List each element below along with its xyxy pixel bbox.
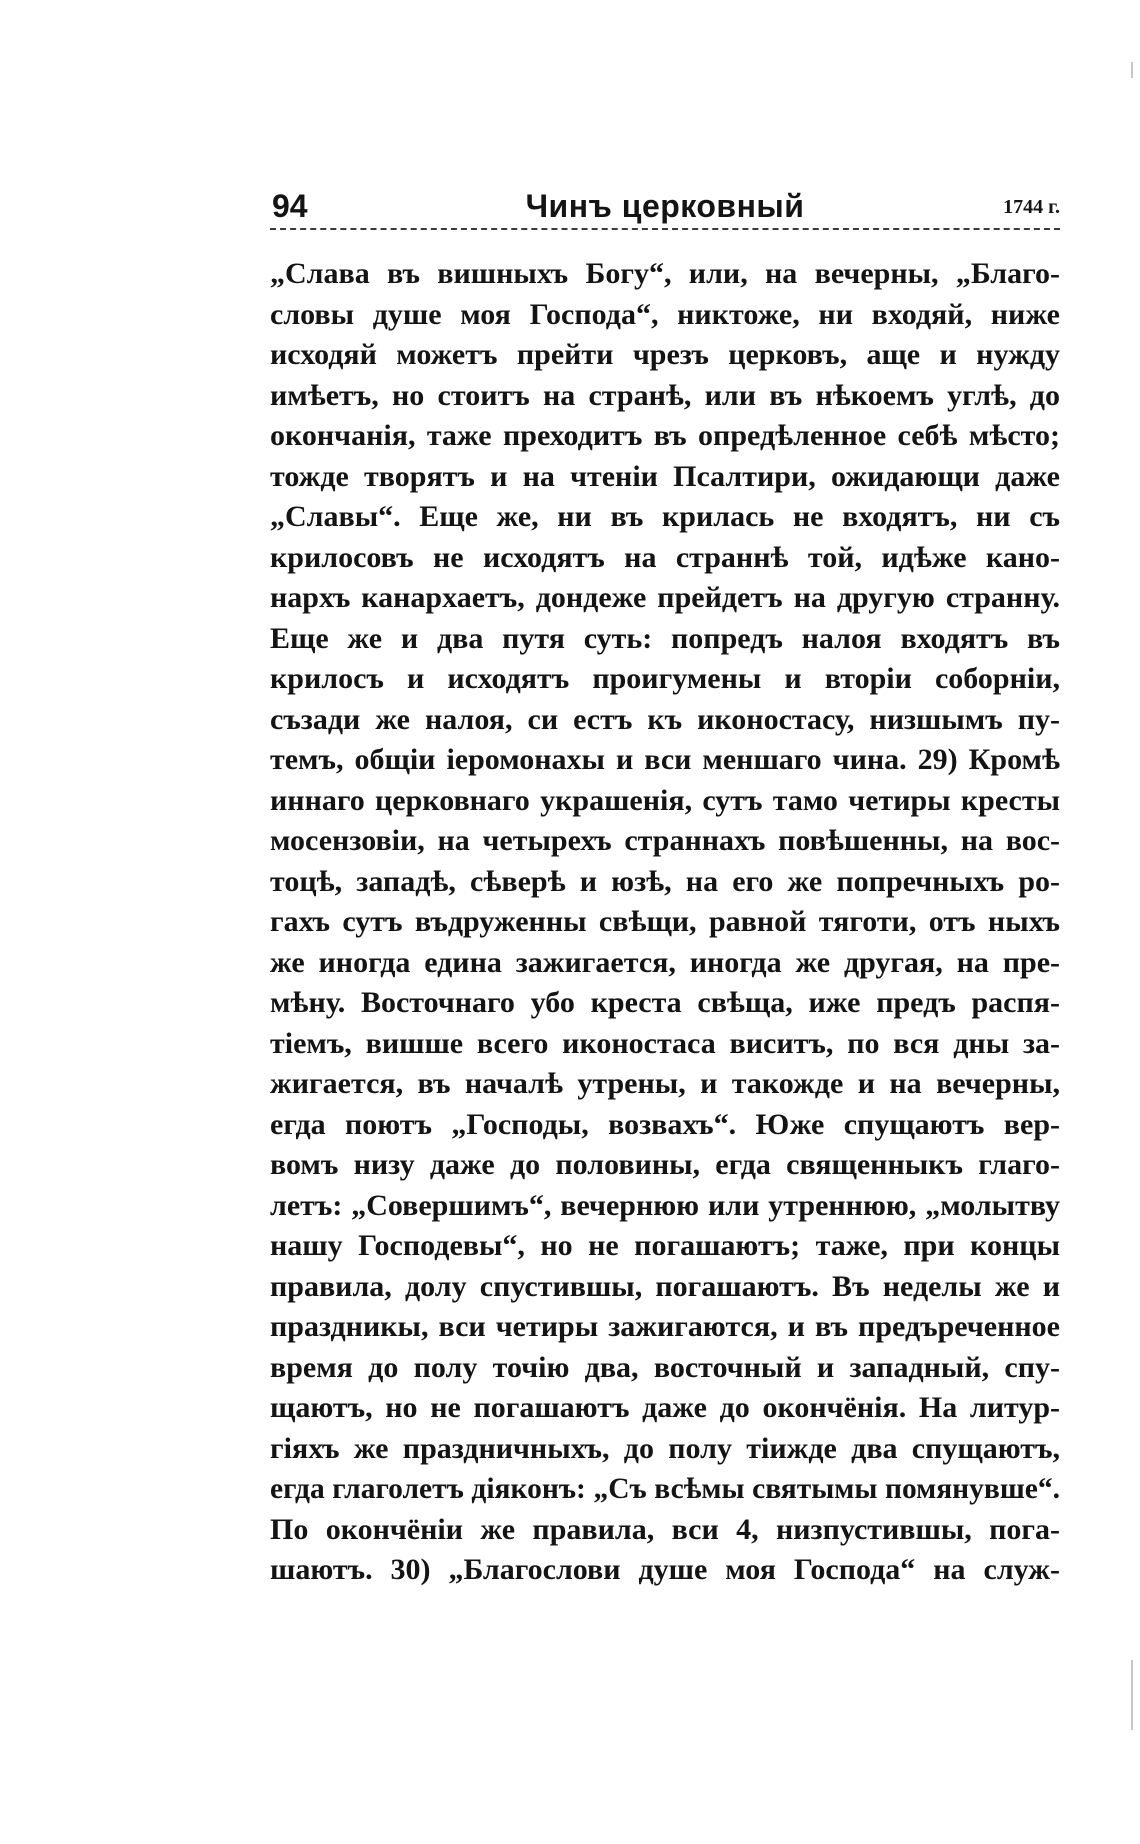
text-line: нашу Господевы“, но не погашаютъ; таже, при концы [270, 1229, 1060, 1262]
year-label: 1744 г. [1003, 196, 1060, 218]
text-line: летъ: „Совершимъ“, вечернюю или утреннюю, „молытву [270, 1188, 1060, 1222]
text-line: праздникы, вси четиры зажигаются, и въ предъреченное [270, 1310, 1060, 1343]
scan-edge-mark [1131, 1660, 1133, 1730]
text-line: время до полу точію два, восточный и западный, спу- [270, 1350, 1060, 1384]
text-line: вомъ низу даже до половины, егда священныкъ глаго- [270, 1148, 1060, 1181]
page-number: 94 [272, 188, 308, 224]
text-line: егда поютъ „Господы, возвахъ“. Юже спущаютъ вер- [270, 1107, 1060, 1141]
text-line: словы душе моя Господа“, никтоже, ни входяй, ниже [270, 297, 1060, 331]
text-line: мосензовіи, на четырехъ страннахъ повѣшенны, на вос- [270, 824, 1060, 857]
body-text [270, 254, 1060, 1591]
text-line: гахъ сутъ въдруженны свѣщи, равной тяготи, отъ ныхъ [270, 905, 1060, 938]
page-header [270, 186, 1060, 232]
text-line: темъ, общіи іеромонахы и вси меншаго чина. 29) Кромѣ [270, 743, 1060, 776]
text-line: тоцѣ, западѣ, сѣверѣ и юзѣ, на его же попречныхъ ро- [270, 864, 1060, 898]
text-line: окончанія, таже преходитъ въ опредѣленное себѣ мѣсто; [270, 419, 1060, 452]
text-line: „Слава въ вишныхъ Богу“, или, на вечерны, „Благо- [270, 257, 1060, 290]
text-line: щаютъ, но не погашаютъ даже до окончёнія. На литур- [270, 1391, 1060, 1424]
text-line: По окончёніи же правила, вси 4, низпустившы, пога- [270, 1512, 1060, 1546]
text-line: крилосовъ не исходятъ на страннѣ той, идѣже кано- [270, 540, 1060, 574]
text-line: крилосъ и исходятъ проигумены и вторіи соборніи, [270, 662, 1060, 695]
text-line: шаютъ. 30) „Благослови душе моя Господа“ на служ- [270, 1553, 1060, 1586]
text-line: гіяхъ же праздничныхъ, до полу тіижде два спущаютъ, [270, 1431, 1060, 1465]
text-line: мѣну. Восточнаго убо креста свѣща, иже предъ распя- [270, 986, 1060, 1019]
text-line: исходяй можетъ прейти чрезъ церковъ, аще и нужду [270, 338, 1060, 371]
text-line: правила, долу спустившы, погашаютъ. Въ неделы же и [270, 1269, 1060, 1303]
header-rule [270, 228, 1060, 230]
text-line: съзади же налоя, си естъ къ иконостасу, низшымъ пу- [270, 702, 1060, 736]
text-line: тіемъ, вишше всего иконостаса виситъ, по вся дны за- [270, 1026, 1060, 1060]
text-line: жигается, въ началѣ утрены, и такожде и на вечерны, [270, 1067, 1060, 1100]
text-line: „Славы“. Еще же, ни въ крилась не входятъ, ни съ [270, 500, 1060, 533]
text-line: тожде творятъ и на чтеніи Псалтири, ожидающи даже [270, 459, 1060, 493]
text-line: егда глаголетъ діяконъ: „Съ всѣмы святымы помянувше“. [270, 1473, 1060, 1505]
text-line: Еще же и два путя суть: попредъ налоя входятъ въ [270, 621, 1060, 655]
text-line: же иногда едина зажигается, иногда же другая, на пре- [270, 945, 1060, 979]
text-line: имѣетъ, но стоитъ на странѣ, или въ нѣкоемъ углѣ, до [270, 378, 1060, 412]
text-line: иннаго церковнаго украшенія, сутъ тамо четиры кресты [270, 783, 1060, 817]
running-title: Чинъ церковный [525, 188, 805, 224]
scan-edge-mark [1131, 62, 1133, 78]
text-line: нархъ канархаетъ, дондеже прейдетъ на другую странну. [270, 581, 1060, 614]
